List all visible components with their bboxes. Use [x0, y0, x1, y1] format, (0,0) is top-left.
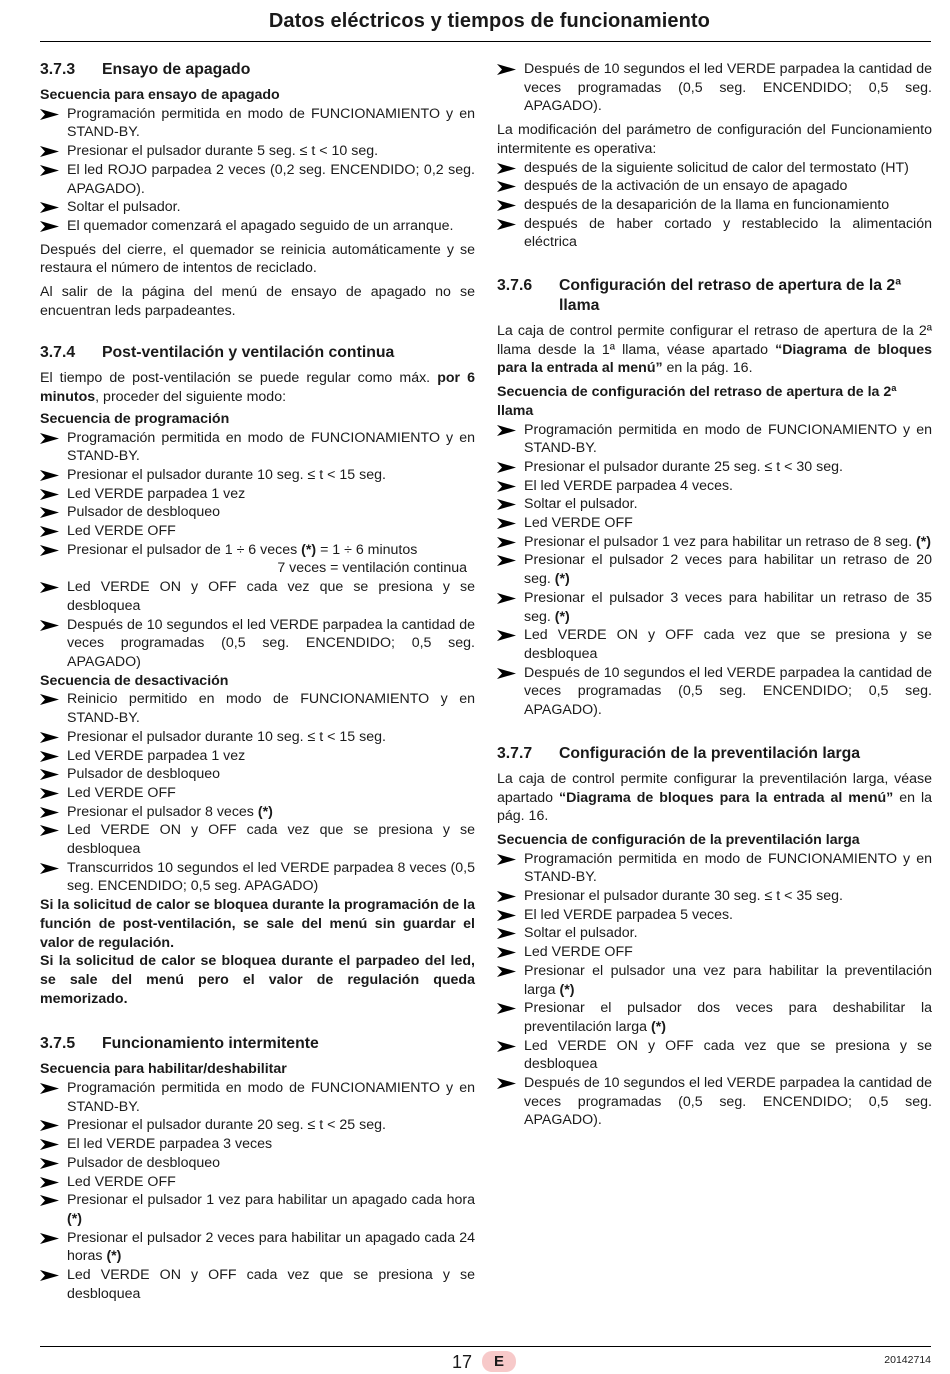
list-item: Soltar el pulsador. [40, 198, 475, 217]
list-item: después de haber cortado y restablecido la alimentación eléctrica [497, 215, 932, 252]
section-heading-3-7-5: 3.7.5 Funcionamiento intermitente [40, 1035, 319, 1053]
list-item: Soltar el pulsador. [497, 495, 932, 514]
section-heading-3-7-3: 3.7.3 Ensayo de apagado [40, 61, 251, 78]
arrow-bullet-icon [40, 751, 59, 762]
list-item: Led VERDE ON y OFF cada vez que se presiona y se desbloquea [40, 821, 475, 858]
list-item: Programación permitida en modo de FUNCIONAMIENTO y en STAND-BY. [497, 850, 932, 887]
arrow-bullet-icon [497, 891, 516, 902]
list-item: Soltar el pulsador. [497, 924, 932, 943]
paragraph: La caja de control permite configurar el retraso de apertura de la 2ª llama desde la 1ª llama, véase apartado “Diagrama de bloques para la entrada al menú” en la pág. 16. [497, 323, 932, 377]
list-item: Programación permitida en modo de FUNCIONAMIENTO y en STAND-BY. [497, 421, 932, 458]
arrow-bullet-icon [40, 1083, 59, 1094]
header-rule [40, 41, 931, 42]
arrow-bullet-icon [40, 202, 59, 213]
arrow-bullet-icon [497, 163, 516, 174]
arrow-bullet-icon [40, 1120, 59, 1131]
bullet-list [40, 429, 475, 672]
list-item: Presionar el pulsador una vez para habilitar la preventilación larga (*) [497, 962, 932, 999]
arrow-bullet-icon [497, 1078, 516, 1089]
arrow-bullet-icon [497, 928, 516, 939]
arrow-bullet-icon [497, 910, 516, 921]
section-heading-3-7-7: 3.7.7 Configuración de la preventilación larga [497, 744, 861, 762]
paragraph: La modificación del parámetro de configuración del Funcionamiento intermitente es operativa: [497, 122, 932, 157]
arrow-bullet-icon [497, 518, 516, 529]
list-item-continuation: 7 veces = ventilación continua [277, 560, 467, 577]
list-item: Reinicio permitido en modo de FUNCIONAMIENTO y en STAND-BY. [40, 690, 475, 727]
list-item: Presionar el pulsador durante 30 seg. ≤ t < 35 seg. [497, 887, 932, 906]
list-item: Led VERDE ON y OFF cada vez que se presiona y se desbloquea [40, 1266, 475, 1303]
list-item: Después de 10 segundos el led VERDE parpadea la cantidad de veces programadas (0,5 seg. ENCENDIDO; 0,5 seg. APAGADO). [497, 60, 932, 116]
bullet-list [497, 850, 932, 1131]
list-item: Después de 10 segundos el led VERDE parpadea la cantidad de veces programadas (0,5 seg. ENCENDIDO; 0,5 seg. APAGADO). [497, 664, 932, 720]
list-item: Led VERDE ON y OFF cada vez que se presiona y se desbloquea [497, 1037, 932, 1074]
arrow-bullet-icon [497, 481, 516, 492]
list-item: Presionar el pulsador dos veces para deshabilitar la preventilación larga (*) [497, 999, 932, 1036]
list-item: Presionar el pulsador durante 5 seg. ≤ t < 10 seg. [40, 142, 475, 161]
subheading: Secuencia de programación [40, 410, 230, 427]
arrow-bullet-icon [497, 181, 516, 192]
left-column [40, 60, 475, 1303]
arrow-bullet-icon [40, 433, 59, 444]
list-item: Led VERDE OFF [497, 943, 932, 962]
arrow-bullet-icon [40, 620, 59, 631]
list-item: Después de 10 segundos el led VERDE parpadea la cantidad de veces programadas (0,5 seg. ENCENDIDO; 0,5 seg. APAGADO). [497, 1074, 932, 1130]
list-item: El led VERDE parpadea 5 veces. [497, 906, 932, 925]
bullet-list [497, 159, 932, 253]
list-item: después de la activación de un ensayo de apagado [497, 177, 932, 196]
list-item: Programación permitida en modo de FUNCIONAMIENTO y en STAND-BY. [40, 1079, 475, 1116]
arrow-bullet-icon [40, 507, 59, 518]
list-item: Pulsador de desbloqueo [40, 503, 475, 522]
arrow-bullet-icon [40, 1158, 59, 1169]
arrow-bullet-icon [40, 694, 59, 705]
list-item: Presionar el pulsador 2 veces para habilitar un apagado cada 24 horas (*) [40, 1229, 475, 1266]
bullet-list [40, 105, 475, 236]
arrow-bullet-icon [497, 64, 516, 75]
arrow-bullet-icon [497, 1003, 516, 1014]
arrow-bullet-icon [497, 200, 516, 211]
bullet-list [497, 60, 932, 116]
page-header-title: Datos eléctricos y tiempos de funcionamiento [268, 10, 710, 32]
arrow-bullet-icon [40, 863, 59, 874]
list-item: Presionar el pulsador durante 10 seg. ≤ t < 15 seg. [40, 728, 475, 747]
list-item: Presionar el pulsador 1 vez para habilitar un apagado cada hora (*) [40, 1191, 475, 1228]
arrow-bullet-icon [40, 1233, 59, 1244]
footer-rule [40, 1346, 931, 1347]
list-item: después de la desaparición de la llama en funcionamiento [497, 196, 932, 215]
subheading: Secuencia de configuración de la preventilación larga [497, 831, 860, 848]
arrow-bullet-icon [40, 489, 59, 500]
arrow-bullet-icon [40, 221, 59, 232]
arrow-bullet-icon [497, 425, 516, 436]
list-item: Led VERDE ON y OFF cada vez que se presiona y se desbloquea [497, 626, 932, 663]
list-item: Presionar el pulsador 8 veces (*) [40, 803, 475, 822]
list-item: El led VERDE parpadea 3 veces [40, 1135, 475, 1154]
arrow-bullet-icon [497, 462, 516, 473]
list-item: Transcurridos 10 segundos el led VERDE parpadea 8 veces (0,5 seg. ENCENDIDO; 0,5 seg. APAGADO) [40, 859, 475, 896]
list-item: Presionar el pulsador durante 10 seg. ≤ t < 15 seg. [40, 466, 475, 485]
arrow-bullet-icon [40, 165, 59, 176]
arrow-bullet-icon [40, 1177, 59, 1188]
paragraph: Al salir de la página del menú de ensayo de apagado no se encuentran leds parpadeantes. [40, 284, 475, 319]
list-item: Después de 10 segundos el led VERDE parpadea la cantidad de veces programadas (0,5 seg. ENCENDIDO; 0,5 seg. APAGADO) [40, 616, 475, 672]
arrow-bullet-icon [497, 1041, 516, 1052]
list-item: Led VERDE OFF [40, 522, 475, 541]
list-item: después de la siguiente solicitud de calor del termostato (HT) [497, 159, 932, 178]
list-item: Presionar el pulsador 3 veces para habilitar un retraso de 35 seg. (*) [497, 589, 932, 626]
list-item: Presionar el pulsador durante 25 seg. ≤ t < 30 seg. [497, 458, 932, 477]
arrow-bullet-icon [40, 807, 59, 818]
list-item: Led VERDE ON y OFF cada vez que se presiona y se desbloquea [40, 578, 475, 615]
paragraph: La caja de control permite configurar la preventilación larga, véase apartado “Diagrama de bloques para la entrada al menú” en la pág. 16. [497, 770, 933, 825]
bullet-list [497, 421, 932, 720]
paragraph: El tiempo de post-ventilación se puede regular como máx. por 6 minutos, proceder del siguiente modo: [40, 370, 475, 406]
arrow-bullet-icon [40, 109, 59, 120]
list-item: Led VERDE OFF [497, 514, 932, 533]
list-item: El quemador comenzará el apagado seguido de un arranque. [40, 217, 475, 236]
subheading: Secuencia para habilitar/deshabilitar [40, 1061, 287, 1078]
arrow-bullet-icon [497, 854, 516, 865]
list-item: Presionar el pulsador durante 20 seg. ≤ t < 25 seg. [40, 1116, 475, 1135]
list-item: Led VERDE OFF [40, 784, 475, 803]
subheading: Secuencia para ensayo de apagado [40, 87, 280, 103]
list-item: Pulsador de desbloqueo [40, 1154, 475, 1173]
arrow-bullet-icon [497, 966, 516, 977]
section-heading-3-7-4: 3.7.4 Post-ventilación y ventilación continua [40, 344, 395, 362]
list-item: El led ROJO parpadea 2 veces (0,2 seg. ENCENDIDO; 0,2 seg. APAGADO). [40, 161, 475, 198]
arrow-bullet-icon [497, 668, 516, 679]
bullet-list [40, 1079, 475, 1303]
arrow-bullet-icon [497, 499, 516, 510]
arrow-bullet-icon [40, 1270, 59, 1281]
arrow-bullet-icon [40, 732, 59, 743]
list-item: Led VERDE OFF [40, 1173, 475, 1192]
list-item: El led VERDE parpadea 4 veces. [497, 477, 932, 496]
arrow-bullet-icon [40, 545, 59, 556]
note-paragraph: Si la solicitud de calor se bloquea durante la programación de la función de post-ventilación, se sale del menú sin guardar el valor de regulación. [40, 897, 475, 951]
list-item: Programación permitida en modo de FUNCIONAMIENTO y en STAND-BY. [40, 105, 475, 142]
list-item: Presionar el pulsador 2 veces para habilitar un retraso de 20 seg. (*) [497, 551, 932, 588]
arrow-bullet-icon [40, 582, 59, 593]
arrow-bullet-icon [497, 947, 516, 958]
list-item: Presionar el pulsador 1 vez para habilitar un retraso de 8 seg. (*) [497, 533, 932, 552]
list-item: Presionar el pulsador de 1 ÷ 6 veces (*) = 1 ÷ 6 minutos 7 veces = ventilación continua [40, 541, 475, 578]
arrow-bullet-icon [40, 526, 59, 537]
arrow-bullet-icon [40, 825, 59, 836]
note-paragraph: Si la solicitud de calor se bloquea durante el parpadeo del led, se sale del menú pero el valor de regulación queda memorizado. [40, 953, 475, 1007]
subheading: Secuencia de configuración del retraso de apertura de la 2ª llama [497, 384, 897, 419]
list-item: Programación permitida en modo de FUNCIONAMIENTO y en STAND-BY. [40, 429, 475, 466]
list-item: Led VERDE parpadea 1 vez [40, 485, 475, 504]
arrow-bullet-icon [497, 593, 516, 604]
arrow-bullet-icon [497, 555, 516, 566]
document-code: 20142714 [884, 1354, 931, 1366]
arrow-bullet-icon [40, 1195, 59, 1206]
paragraph: Después del cierre, el quemador se reinicia automáticamente y se restaura el número de intentos de reciclado. [40, 241, 475, 277]
section-heading-3-7-6: 3.7.6 Configuración del retraso de apertura de la 2ª llama [497, 277, 902, 315]
bullet-list [40, 690, 475, 896]
arrow-bullet-icon [40, 769, 59, 780]
arrow-bullet-icon [40, 470, 59, 481]
subheading: Secuencia de desactivación [40, 672, 229, 689]
arrow-bullet-icon [40, 146, 59, 157]
arrow-bullet-icon [497, 537, 516, 548]
right-column [497, 60, 932, 1130]
language-badge: E [482, 1351, 516, 1372]
arrow-bullet-icon [497, 219, 516, 230]
list-item: Led VERDE parpadea 1 vez [40, 747, 475, 766]
list-item: Pulsador de desbloqueo [40, 765, 475, 784]
arrow-bullet-icon [40, 1139, 59, 1150]
page-number: 17 [452, 1352, 473, 1372]
arrow-bullet-icon [40, 788, 59, 799]
arrow-bullet-icon [497, 630, 516, 641]
